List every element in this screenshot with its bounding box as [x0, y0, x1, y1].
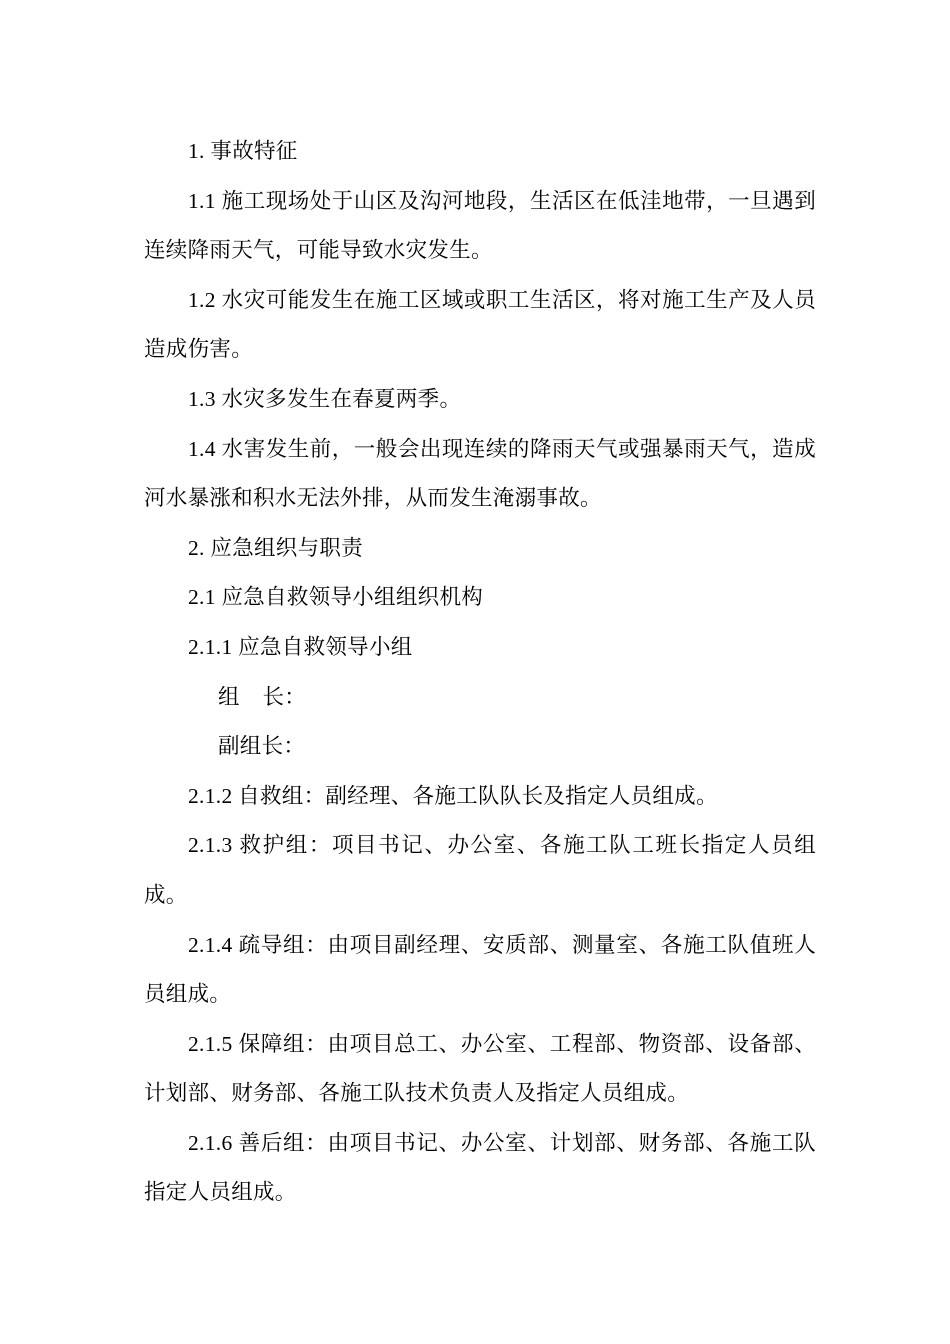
paragraph-2-1-5: 2.1.5 保障组：由项目总工、办公室、工程部、物资部、设备部、计划部、财务部、各施工队技术负责人及指定人员组成。 — [144, 1031, 816, 1106]
paragraph-1-2: 1.2 水灾可能发生在施工区域或职工生活区，将对施工生产及人员造成伤害。 — [144, 287, 816, 362]
heading-2-1: 2.1 应急自救领导小组组织机构 — [188, 585, 484, 610]
deputy-leader-line: 副组长： — [218, 734, 306, 759]
paragraph-2-1-2: 2.1.2 自救组：副经理、各施工队队长及指定人员组成。 — [188, 783, 718, 808]
group-leader-line: 组 长： — [218, 684, 307, 709]
paragraph-2-1-6: 2.1.6 善后组：由项目书记、办公室、计划部、财务部、各施工队指定人员组成。 — [144, 1130, 816, 1205]
heading-emergency-organization: 2. 应急组织与职责 — [188, 535, 364, 560]
heading-2-1-1: 2.1.1 应急自救领导小组 — [188, 634, 413, 659]
paragraph-1-4: 1.4 水害发生前，一般会出现连续的降雨天气或强暴雨天气，造成河水暴涨和积水无法外排，从而发生淹溺事故。 — [144, 436, 816, 511]
document-body — [144, 127, 816, 1218]
paragraph-2-1-3: 2.1.3 救护组：项目书记、办公室、各施工队工班长指定人员组成。 — [144, 833, 816, 907]
paragraph-1-3: 1.3 水灾多发生在春夏两季。 — [188, 386, 462, 411]
paragraph-1-1: 1.1 施工现场处于山区及沟河地段，生活区在低洼地带，一旦遇到连续降雨天气，可能导致水灾发生。 — [144, 188, 816, 263]
paragraph-2-1-4: 2.1.4 疏导组：由项目副经理、安质部、测量室、各施工队值班人员组成。 — [144, 932, 816, 1007]
heading-accident-features: 1. 事故特征 — [188, 139, 298, 163]
